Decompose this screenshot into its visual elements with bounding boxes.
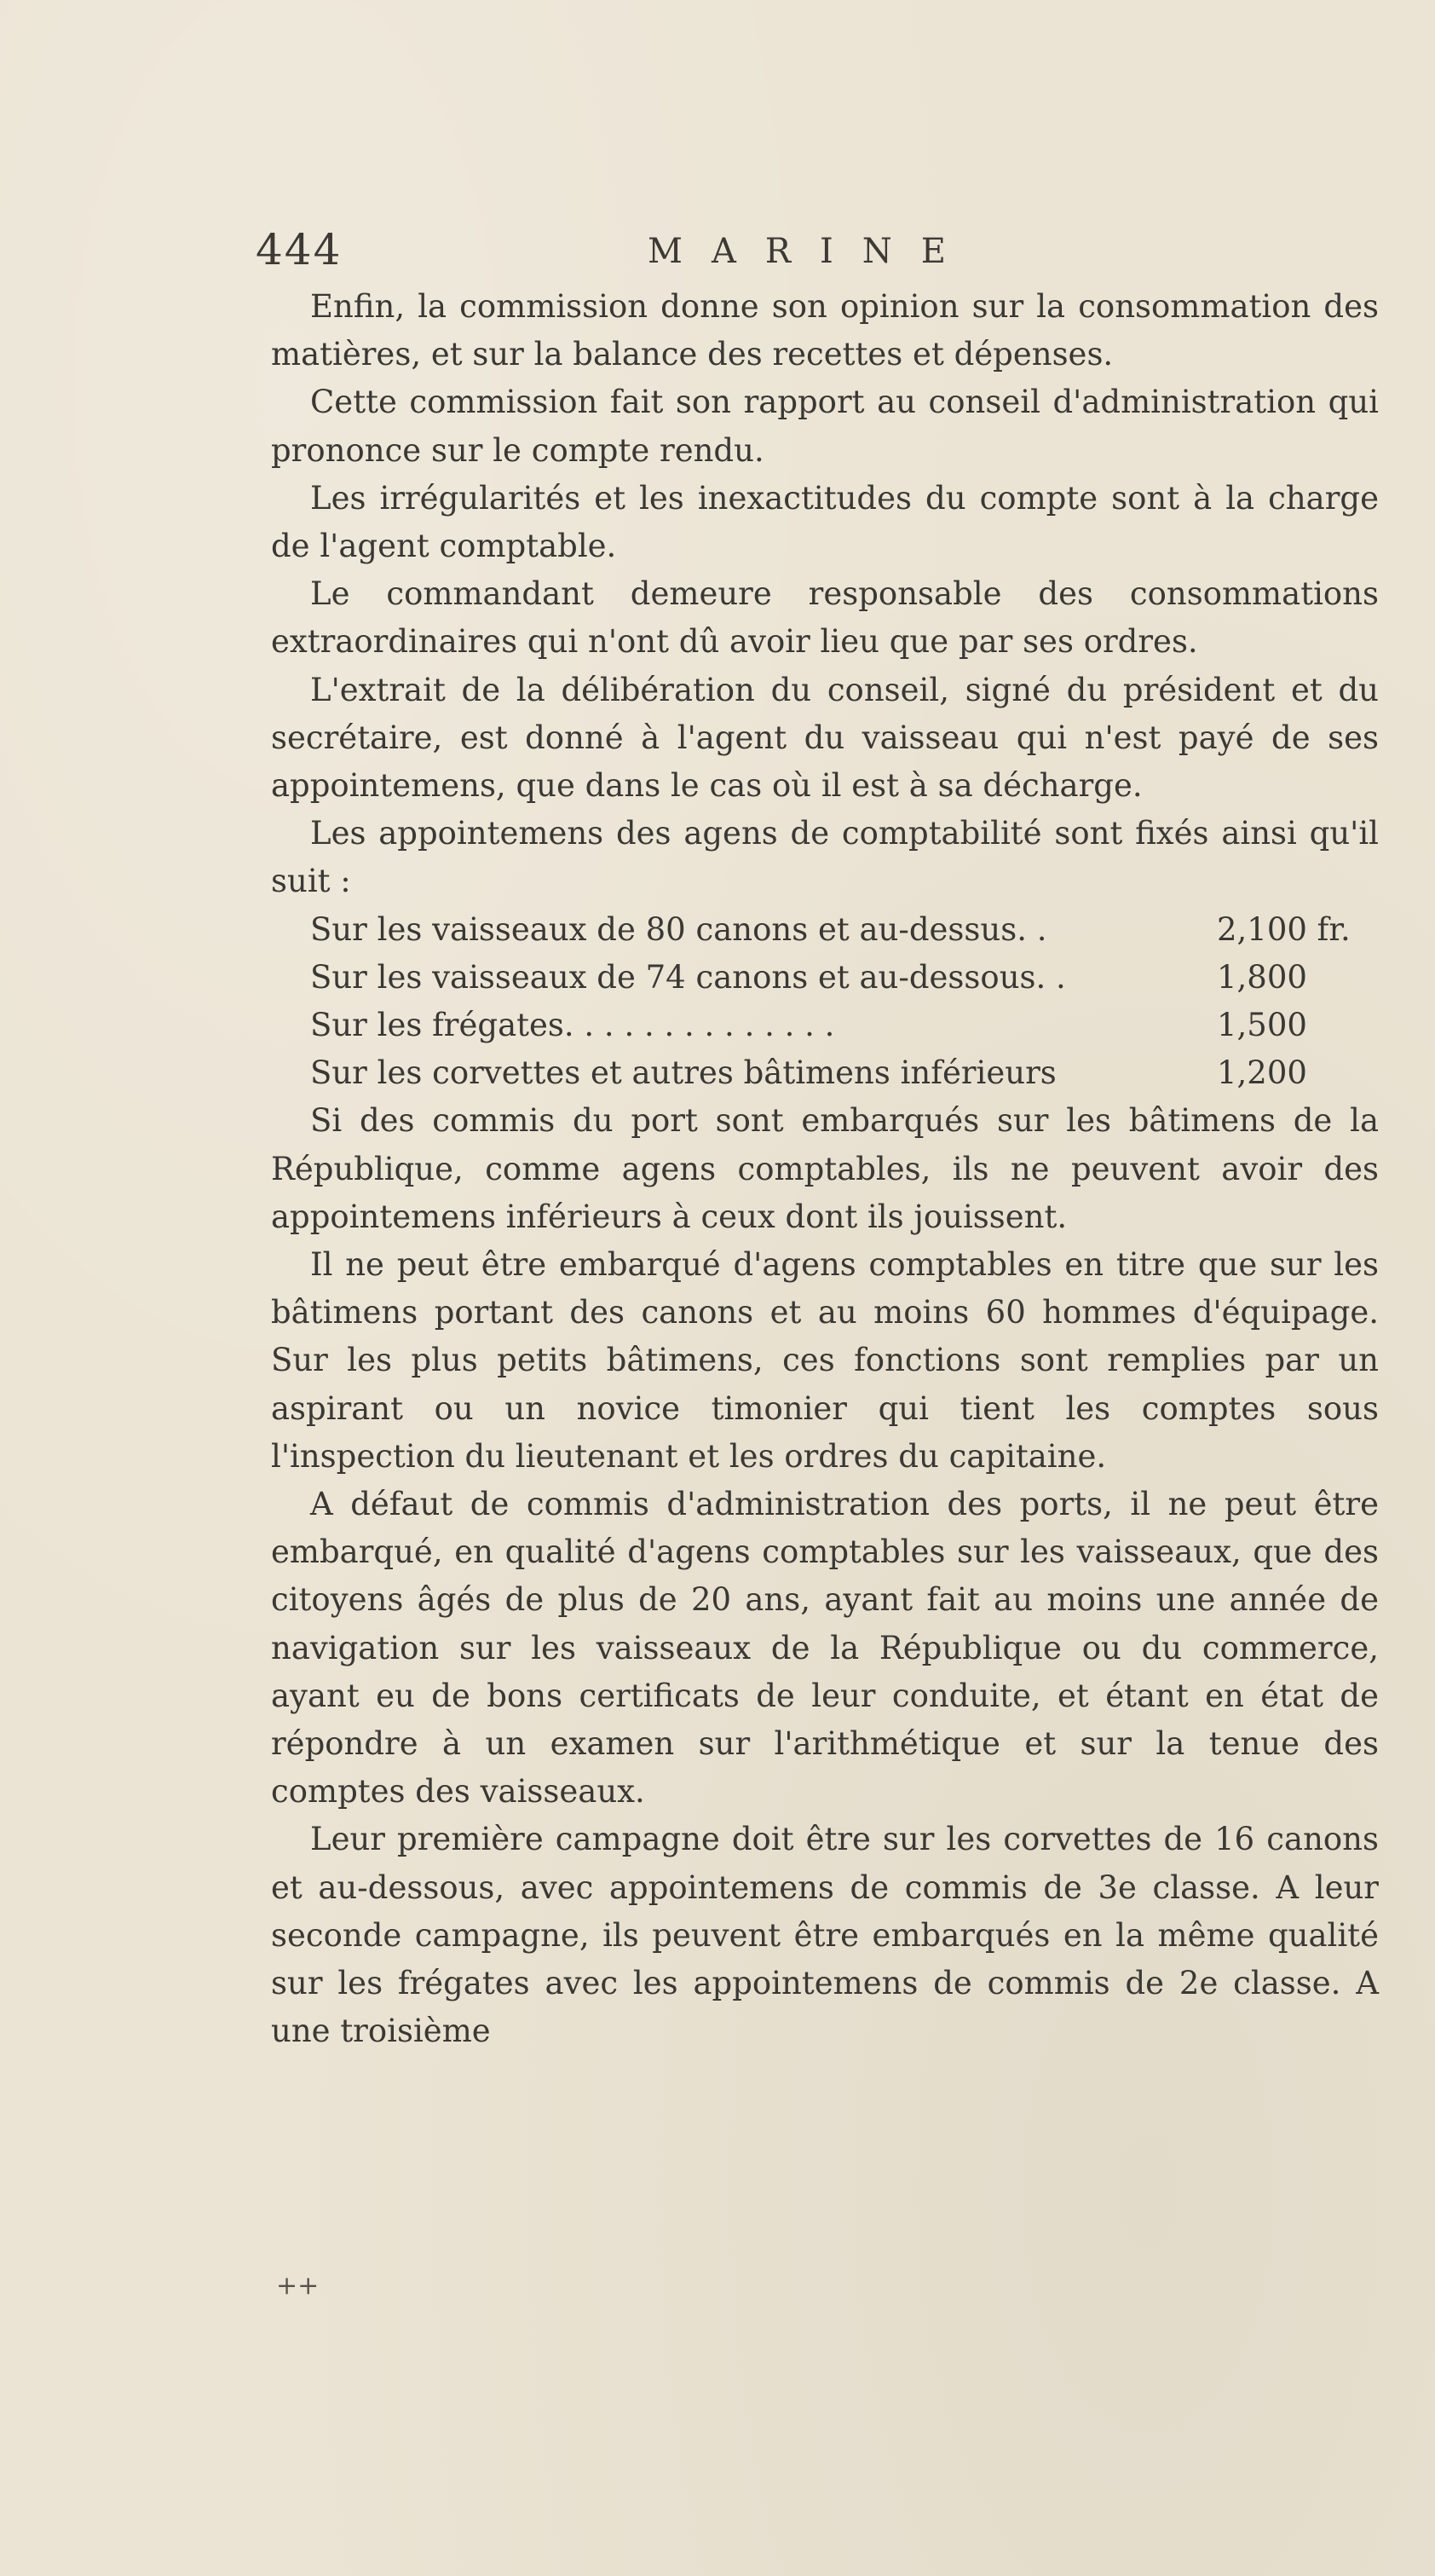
running-head: MARINE xyxy=(648,232,975,271)
paragraph: Le commandant demeure responsable des consommations extraordinaires qui n'ont dû avoir lieu que par ses ordres. xyxy=(271,575,1379,661)
salary-row-label: Sur les frégates. . . . . . . . . . . . . . xyxy=(310,1007,835,1044)
salary-row-label: Sur les vaisseaux de 80 canons et au-dessus. . xyxy=(310,910,1047,948)
page-header xyxy=(256,225,1389,276)
salary-row-amount: 2,100 fr. xyxy=(1217,910,1351,948)
paragraph: Enfin, la commission donne son opinion sur la consommation des matières, et sur la balance des recettes et dépenses. xyxy=(271,288,1379,373)
signature-mark: ++ xyxy=(276,2271,320,2301)
salary-row-amount: 1,800 xyxy=(1217,958,1307,996)
paragraph: A défaut de commis d'administration des ports, il ne peut être embarqué, en qualité d'agens comptables sur les vaisseaux, que des citoyens âgés de plus de 20 ans, ayant fait au moins une année de navigation sur les vaisseaux de la République ou du commerce, ayant eu de bons certificats de leur conduite, et étant en état de répondre à un examen sur l'arithmétique et sur la tenue des comptes des vaisseaux. xyxy=(271,1486,1379,1811)
salary-row xyxy=(310,954,1379,1002)
salary-row-amount: 1,200 xyxy=(1217,1054,1307,1092)
salary-row xyxy=(310,906,1379,954)
salary-row xyxy=(310,1002,1379,1049)
paragraph: Si des commis du port sont embarqués sur les bâtimens de la République, comme agens comptables, ils ne peuvent avoir des appointemens inférieurs à ceux dont ils jouissent. xyxy=(271,1102,1379,1235)
page-number: 444 xyxy=(256,225,343,274)
paragraph: Leur première campagne doit être sur les corvettes de 16 canons et au-dessous, avec appointemens de commis de 3e classe. A leur seconde campagne, ils peuvent être embarqués en la même qualité sur les frégates avec les appointemens de commis de 2e classe. A une troisième xyxy=(271,1821,1379,2050)
salary-row xyxy=(310,1049,1379,1097)
salary-row-amount: 1,500 xyxy=(1217,1007,1307,1044)
paragraph: Les appointemens des agens de comptabilité sont fixés ainsi qu'il suit : xyxy=(271,815,1379,900)
salary-table xyxy=(271,906,1379,1098)
body-text xyxy=(271,283,1379,2055)
paragraph: Il ne peut être embarqué d'agens comptables en titre que sur les bâtimens portant des canons et au moins 60 hommes d'équipage. Sur les plus petits bâtimens, ces fonctions sont remplies par un aspirant ou un novice timonier qui tient les comptes sous l'inspection du lieutenant et les ordres du capitaine. xyxy=(271,1246,1379,1475)
salary-row-label: Sur les vaisseaux de 74 canons et au-dessous. . xyxy=(310,958,1066,996)
paragraph: Les irrégularités et les inexactitudes du compte sont à la charge de l'agent comptable. xyxy=(271,479,1379,565)
paragraph: L'extrait de la délibération du conseil, signé du président et du secrétaire, est donné à l'agent du vaisseau qui n'est payé de ses appointemens, que dans le cas où il est à sa décharge. xyxy=(271,671,1379,805)
paragraph: Cette commission fait son rapport au conseil d'administration qui prononce sur le compte rendu. xyxy=(271,384,1379,469)
salary-row-label: Sur les corvettes et autres bâtimens inférieurs xyxy=(310,1054,1057,1092)
